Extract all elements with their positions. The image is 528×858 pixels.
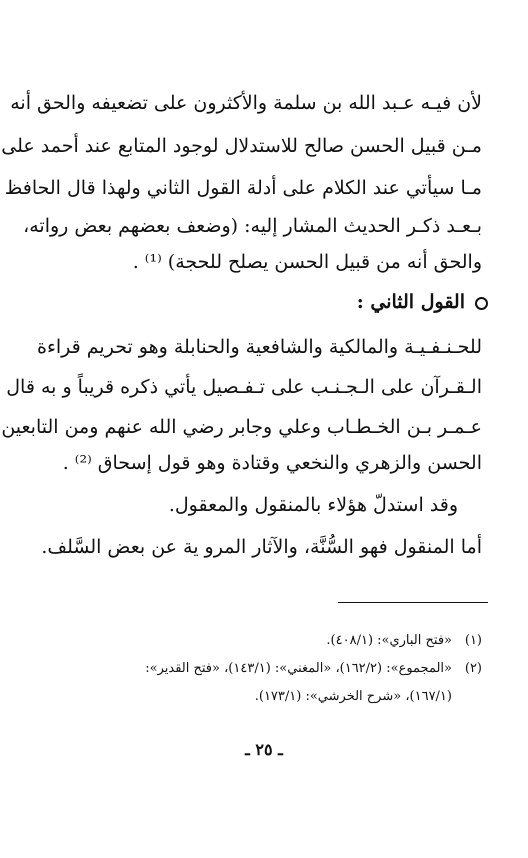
circle-bullet-icon <box>475 297 488 310</box>
footnote-text: «المجموع»: (١٦٢/٢)، «المغني»: (١٤٣/١)، «فتح القدير»: <box>145 661 452 676</box>
body-line: مـا سيأتي عند الكلام على أدلة القول الثاني ولهذا قال الحافظ <box>4 177 482 199</box>
footnote-divider <box>338 602 488 603</box>
section-line: وقد استدلّ هؤلاء بالمنقول والمعقول. <box>168 494 458 516</box>
section-line: عـمـر بـن الخـطـاب وعلي وجابر رضي الله عنهم ومن التابعين <box>1 416 482 438</box>
page-number: ـ ٢٥ ـ <box>245 740 283 759</box>
footnote-text: «فتح الباري»: (٤٠٨/١). <box>326 633 452 648</box>
section-line: الحسن والزهري والنخعي وقتادة وهو قول إسحاق ⁽²⁾ . <box>62 452 482 474</box>
footnote-2-continued: (١٦٧/١)، «شرح الخرشي»: (١٧٣/١). <box>254 689 452 704</box>
body-line: لأن فيـه عـبد الله بن سلمة والأكثرون على تضعيفه والحق أنه <box>10 92 482 114</box>
footnote-number: (١) <box>464 633 482 648</box>
body-line: والحق أنه من قبيل الحسن يصلح للحجة) ⁽¹⁾ . <box>132 251 482 273</box>
section-line: أما المنقول فهو السُّنَّة، والآثار المرو ية عن بعض السَّلف. <box>41 536 482 558</box>
section-heading <box>48 283 488 321</box>
body-line: بـعـد ذكـر الحديث المشار إليه: (وضعف بعضهم بعض رواته، <box>23 215 482 237</box>
body-line: مـن قبيل الحسن صالح للاستدلال لوجود المتابع عند أحمد على <box>1 135 482 157</box>
section-line: للحـنـفـيـة والمالكية والشافعية والحنابلة وهو تحريم قراءة <box>37 336 482 358</box>
footnote-2 <box>46 658 482 680</box>
section-heading-text: القول الثاني : <box>356 291 465 313</box>
footnote-1 <box>46 630 482 652</box>
section-line: الـقـرآن على الـجـنـب على تـفـصيل يأتي ذكره قريباً و به قال <box>6 376 482 398</box>
footnote-number: (٢) <box>464 661 482 676</box>
